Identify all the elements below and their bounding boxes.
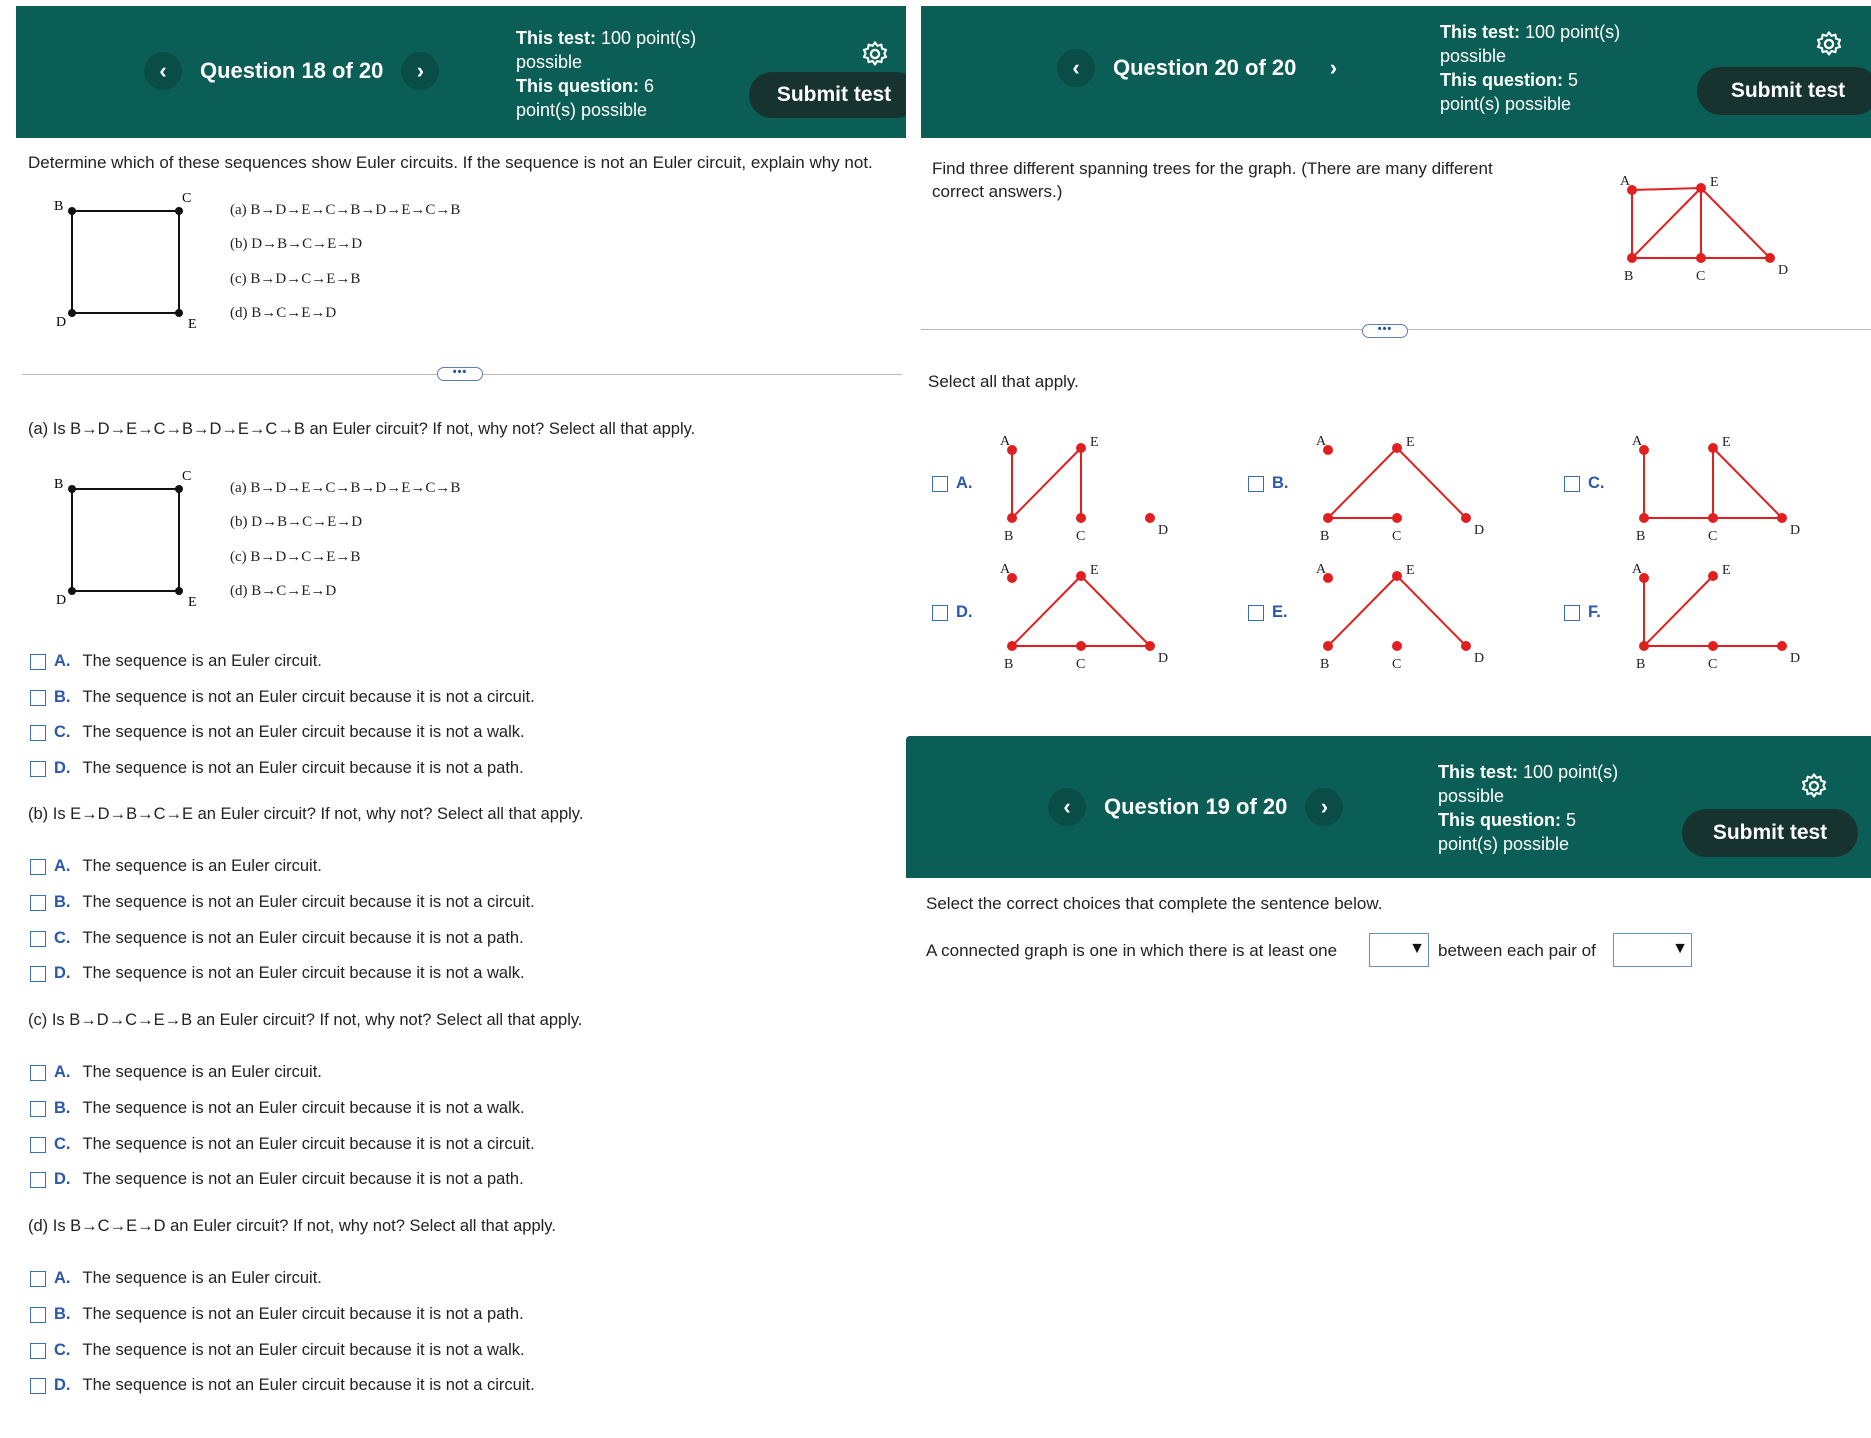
tree-a-figure [986, 424, 1186, 546]
vertex-b-label: B [1624, 269, 1634, 284]
points-info [1440, 20, 1640, 116]
gear-icon[interactable] [1815, 30, 1843, 58]
checkbox[interactable] [30, 895, 46, 911]
chevron-left-icon: ‹ [159, 58, 167, 83]
part-a-option-d[interactable]: D. The sequence is not an Euler circuit because it is not a path. [30, 759, 524, 778]
next-question-button[interactable] [1305, 788, 1343, 826]
chevron-right-icon: › [1320, 794, 1329, 819]
sequence-d: (d) B→C→E→D [230, 305, 337, 321]
test-points-label: This test: [516, 28, 597, 48]
svg-text:E: E [1406, 435, 1415, 450]
sequence-b: (b) D→B→C→E→D [230, 236, 363, 252]
checkbox[interactable] [30, 1172, 46, 1188]
question-20-header [921, 6, 1871, 138]
chevron-right-icon: › [1329, 55, 1338, 80]
question-points-suffix: point(s) possible [1440, 94, 1572, 114]
checkbox[interactable] [30, 1307, 46, 1323]
question-points-suffix: point(s) possible [1438, 834, 1570, 854]
part-b-question: (b) Is E→D→B→C→E an Euler circuit? If not, why not? Select all that apply. [28, 805, 584, 823]
svg-text:B: B [1004, 657, 1014, 672]
question-points-value: 5 [1568, 70, 1579, 90]
question-18-panel [16, 6, 906, 1438]
svg-text:D: D [1790, 651, 1801, 666]
svg-text:A: A [1632, 434, 1643, 449]
checkbox[interactable] [30, 1343, 46, 1359]
question-number-label: Question 20 of 20 [1113, 55, 1297, 80]
checkbox[interactable] [30, 1271, 46, 1287]
vertex-e-label: E [188, 595, 197, 610]
square-graph-repeat [30, 464, 210, 614]
vertex-a-label: A [1620, 174, 1631, 189]
spanning-tree-option-f[interactable]: F. [1564, 603, 1613, 622]
question-number-label: Question 19 of 20 [1104, 794, 1288, 819]
svg-text:B: B [1636, 657, 1646, 672]
submit-test-button[interactable]: Submit test [1682, 809, 1858, 857]
checkbox[interactable] [932, 476, 948, 492]
question-20-panel [906, 6, 1871, 734]
question-points-label: This question: [1438, 810, 1561, 830]
points-info [1438, 760, 1638, 856]
expand-button[interactable]: ••• [1362, 324, 1408, 338]
part-d-option-d[interactable]: D. The sequence is not an Euler circuit because it is not a circuit. [30, 1376, 535, 1395]
part-b-option-b[interactable]: B. The sequence is not an Euler circuit because it is not a circuit. [30, 893, 535, 912]
sequence-c: (c) B→D→C→E→B [230, 271, 361, 287]
svg-text:C: C [1708, 529, 1718, 544]
submit-test-button[interactable]: Submit test [749, 72, 906, 118]
test-points-label: This test: [1440, 22, 1521, 42]
svg-text:B: B [1320, 657, 1330, 672]
question-18-header [16, 6, 906, 138]
graph-figure [1606, 164, 1806, 286]
sequence-d: (d) B→C→E→D [230, 583, 337, 599]
square-graph [30, 186, 210, 336]
test-points-suffix: possible [1440, 46, 1507, 66]
part-c-option-d[interactable]: D. The sequence is not an Euler circuit because it is not a path. [30, 1170, 524, 1189]
question-number-label: Question 18 of 20 [200, 58, 384, 83]
question-points-label: This question: [516, 76, 639, 96]
svg-text:A: A [1000, 562, 1011, 577]
spanning-tree-option-b[interactable]: B. [1248, 474, 1301, 493]
part-b-option-d[interactable]: D. The sequence is not an Euler circuit because it is not a walk. [30, 964, 525, 983]
select-all-instruction: Select all that apply. [928, 372, 1079, 391]
question-19-panel [906, 734, 1871, 1438]
svg-text:C: C [1392, 529, 1402, 544]
part-c-option-b[interactable]: B. The sequence is not an Euler circuit because it is not a walk. [30, 1099, 525, 1118]
part-d-question: (d) Is B→C→E→D an Euler circuit? If not, why not? Select all that apply. [28, 1217, 556, 1235]
svg-text:D: D [1474, 523, 1485, 538]
svg-text:C: C [1076, 529, 1086, 544]
part-c-option-a[interactable]: A. The sequence is an Euler circuit. [30, 1063, 322, 1082]
question-prompt: Find three different spanning trees for the graph. (There are many different correct answers.) [932, 159, 1493, 201]
sequence-c: (c) B→D→C→E→B [230, 549, 361, 565]
spanning-tree-option-a[interactable]: A. [932, 474, 985, 493]
part-a-option-b[interactable]: B. The sequence is not an Euler circuit because it is not a circuit. [30, 688, 535, 707]
first-blank-dropdown[interactable] [1369, 933, 1429, 967]
svg-text:E: E [1722, 435, 1731, 450]
svg-text:E: E [1722, 563, 1731, 578]
svg-text:B: B [1004, 529, 1014, 544]
chevron-right-icon: › [416, 58, 425, 83]
svg-text:A: A [1316, 434, 1327, 449]
test-points-value: 100 point(s) [1523, 762, 1619, 782]
part-d-option-b[interactable]: B. The sequence is not an Euler circuit because it is not a path. [30, 1305, 524, 1324]
dropdown-arrow-icon: ▼ [1672, 940, 1688, 957]
chevron-left-icon: ‹ [1063, 794, 1071, 819]
spanning-tree-option-e[interactable]: E. [1248, 603, 1300, 622]
checkbox[interactable] [30, 1065, 46, 1081]
sequence-a: (a) B→D→E→C→B→D→E→C→B [230, 202, 461, 218]
checkbox[interactable] [30, 725, 46, 741]
tree-f-figure [1618, 552, 1818, 674]
svg-text:A: A [1316, 562, 1327, 577]
part-a-option-a[interactable]: A. The sequence is an Euler circuit. [30, 652, 322, 671]
part-c-question: (c) Is B→D→C→E→B an Euler circuit? If not, why not? Select all that apply. [28, 1011, 583, 1029]
vertex-e-label: E [1710, 175, 1719, 190]
svg-text:D: D [1790, 523, 1801, 538]
previous-question-button[interactable] [1057, 49, 1095, 87]
vertex-e-label: E [188, 317, 197, 332]
vertex-c-label: C [182, 469, 192, 484]
previous-question-button[interactable] [144, 52, 182, 90]
svg-text:C: C [1392, 657, 1402, 672]
previous-question-button[interactable] [1048, 788, 1086, 826]
question-19-header [906, 736, 1871, 878]
vertex-d-label: D [56, 593, 67, 608]
vertex-d-label: D [56, 315, 67, 330]
test-points-value: 100 point(s) [1525, 22, 1621, 42]
checkbox[interactable] [30, 761, 46, 777]
part-d-option-a[interactable]: A. The sequence is an Euler circuit. [30, 1269, 322, 1288]
tree-e-figure [1302, 552, 1502, 674]
svg-text:E: E [1090, 435, 1099, 450]
sentence-part-1: A connected graph is one in which there is at least one [926, 941, 1338, 960]
sequence-a: (a) B→D→E→C→B→D→E→C→B [230, 480, 461, 496]
tree-d-figure [986, 552, 1186, 674]
dropdown-arrow-icon: ▼ [1409, 940, 1425, 957]
svg-text:C: C [1076, 657, 1086, 672]
checkbox[interactable] [30, 859, 46, 875]
svg-text:D: D [1474, 651, 1485, 666]
checkbox[interactable] [1564, 476, 1580, 492]
checkbox[interactable] [1248, 476, 1264, 492]
part-c-option-c[interactable]: C. The sequence is not an Euler circuit because it is not a circuit. [30, 1135, 535, 1154]
spanning-tree-option-c[interactable]: C. [1564, 474, 1617, 493]
sequence-b: (b) D→B→C→E→D [230, 514, 363, 530]
test-points-label: This test: [1438, 762, 1519, 782]
vertex-d-label: D [1778, 263, 1789, 278]
vertex-c-label: C [1696, 269, 1706, 284]
tree-b-figure [1302, 424, 1502, 546]
svg-text:A: A [1000, 434, 1011, 449]
points-info [516, 26, 716, 122]
gear-icon[interactable] [861, 40, 889, 68]
svg-text:C: C [1708, 657, 1718, 672]
svg-text:B: B [1636, 529, 1646, 544]
svg-text:E: E [1090, 563, 1099, 578]
svg-text:E: E [1406, 563, 1415, 578]
question-prompt: Determine which of these sequences show Euler circuits. If the sequence is not an Euler circuit, explain why not. [28, 153, 873, 172]
expand-button[interactable]: ••• [437, 367, 483, 381]
vertex-b-label: B [54, 199, 64, 214]
spanning-tree-option-d[interactable]: D. [932, 603, 985, 622]
checkbox[interactable] [30, 654, 46, 670]
tree-c-figure [1618, 424, 1818, 546]
svg-text:B: B [1320, 529, 1330, 544]
test-points-value: 100 point(s) [601, 28, 697, 48]
sentence-part-2: between each pair of [1438, 941, 1596, 960]
part-d-option-c[interactable]: C. The sequence is not an Euler circuit because it is not a walk. [30, 1341, 525, 1360]
checkbox[interactable] [30, 966, 46, 982]
question-points-value: 6 [644, 76, 655, 96]
next-question-button[interactable] [1314, 49, 1352, 87]
next-question-button[interactable] [401, 52, 439, 90]
checkbox[interactable] [932, 605, 948, 621]
select-choices-instruction: Select the correct choices that complete the sentence below. [926, 894, 1383, 913]
part-b-option-a[interactable]: A. The sequence is an Euler circuit. [30, 857, 322, 876]
second-blank-dropdown[interactable] [1613, 933, 1692, 967]
svg-text:D: D [1158, 651, 1169, 666]
checkbox[interactable] [1248, 605, 1264, 621]
part-a-question: (a) Is B→D→E→C→B→D→E→C→B an Euler circuit? If not, why not? Select all that apply. [28, 420, 696, 438]
vertex-b-label: B [54, 477, 64, 492]
part-a-option-c[interactable]: C. The sequence is not an Euler circuit because it is not a walk. [30, 723, 525, 742]
test-points-suffix: possible [516, 52, 583, 72]
checkbox[interactable] [30, 1137, 46, 1153]
chevron-left-icon: ‹ [1072, 55, 1080, 80]
svg-text:A: A [1632, 562, 1643, 577]
submit-test-button[interactable]: Submit test [1697, 67, 1871, 115]
question-points-value: 5 [1566, 810, 1577, 830]
gear-icon[interactable] [1800, 772, 1828, 800]
checkbox[interactable] [30, 690, 46, 706]
vertex-c-label: C [182, 191, 192, 206]
question-points-suffix: point(s) possible [516, 100, 648, 120]
part-b-option-c[interactable]: C. The sequence is not an Euler circuit because it is not a path. [30, 929, 524, 948]
test-points-suffix: possible [1438, 786, 1505, 806]
checkbox[interactable] [1564, 605, 1580, 621]
checkbox[interactable] [30, 1101, 46, 1117]
checkbox[interactable] [30, 1378, 46, 1394]
checkbox[interactable] [30, 931, 46, 947]
question-points-label: This question: [1440, 70, 1563, 90]
svg-text:D: D [1158, 523, 1169, 538]
